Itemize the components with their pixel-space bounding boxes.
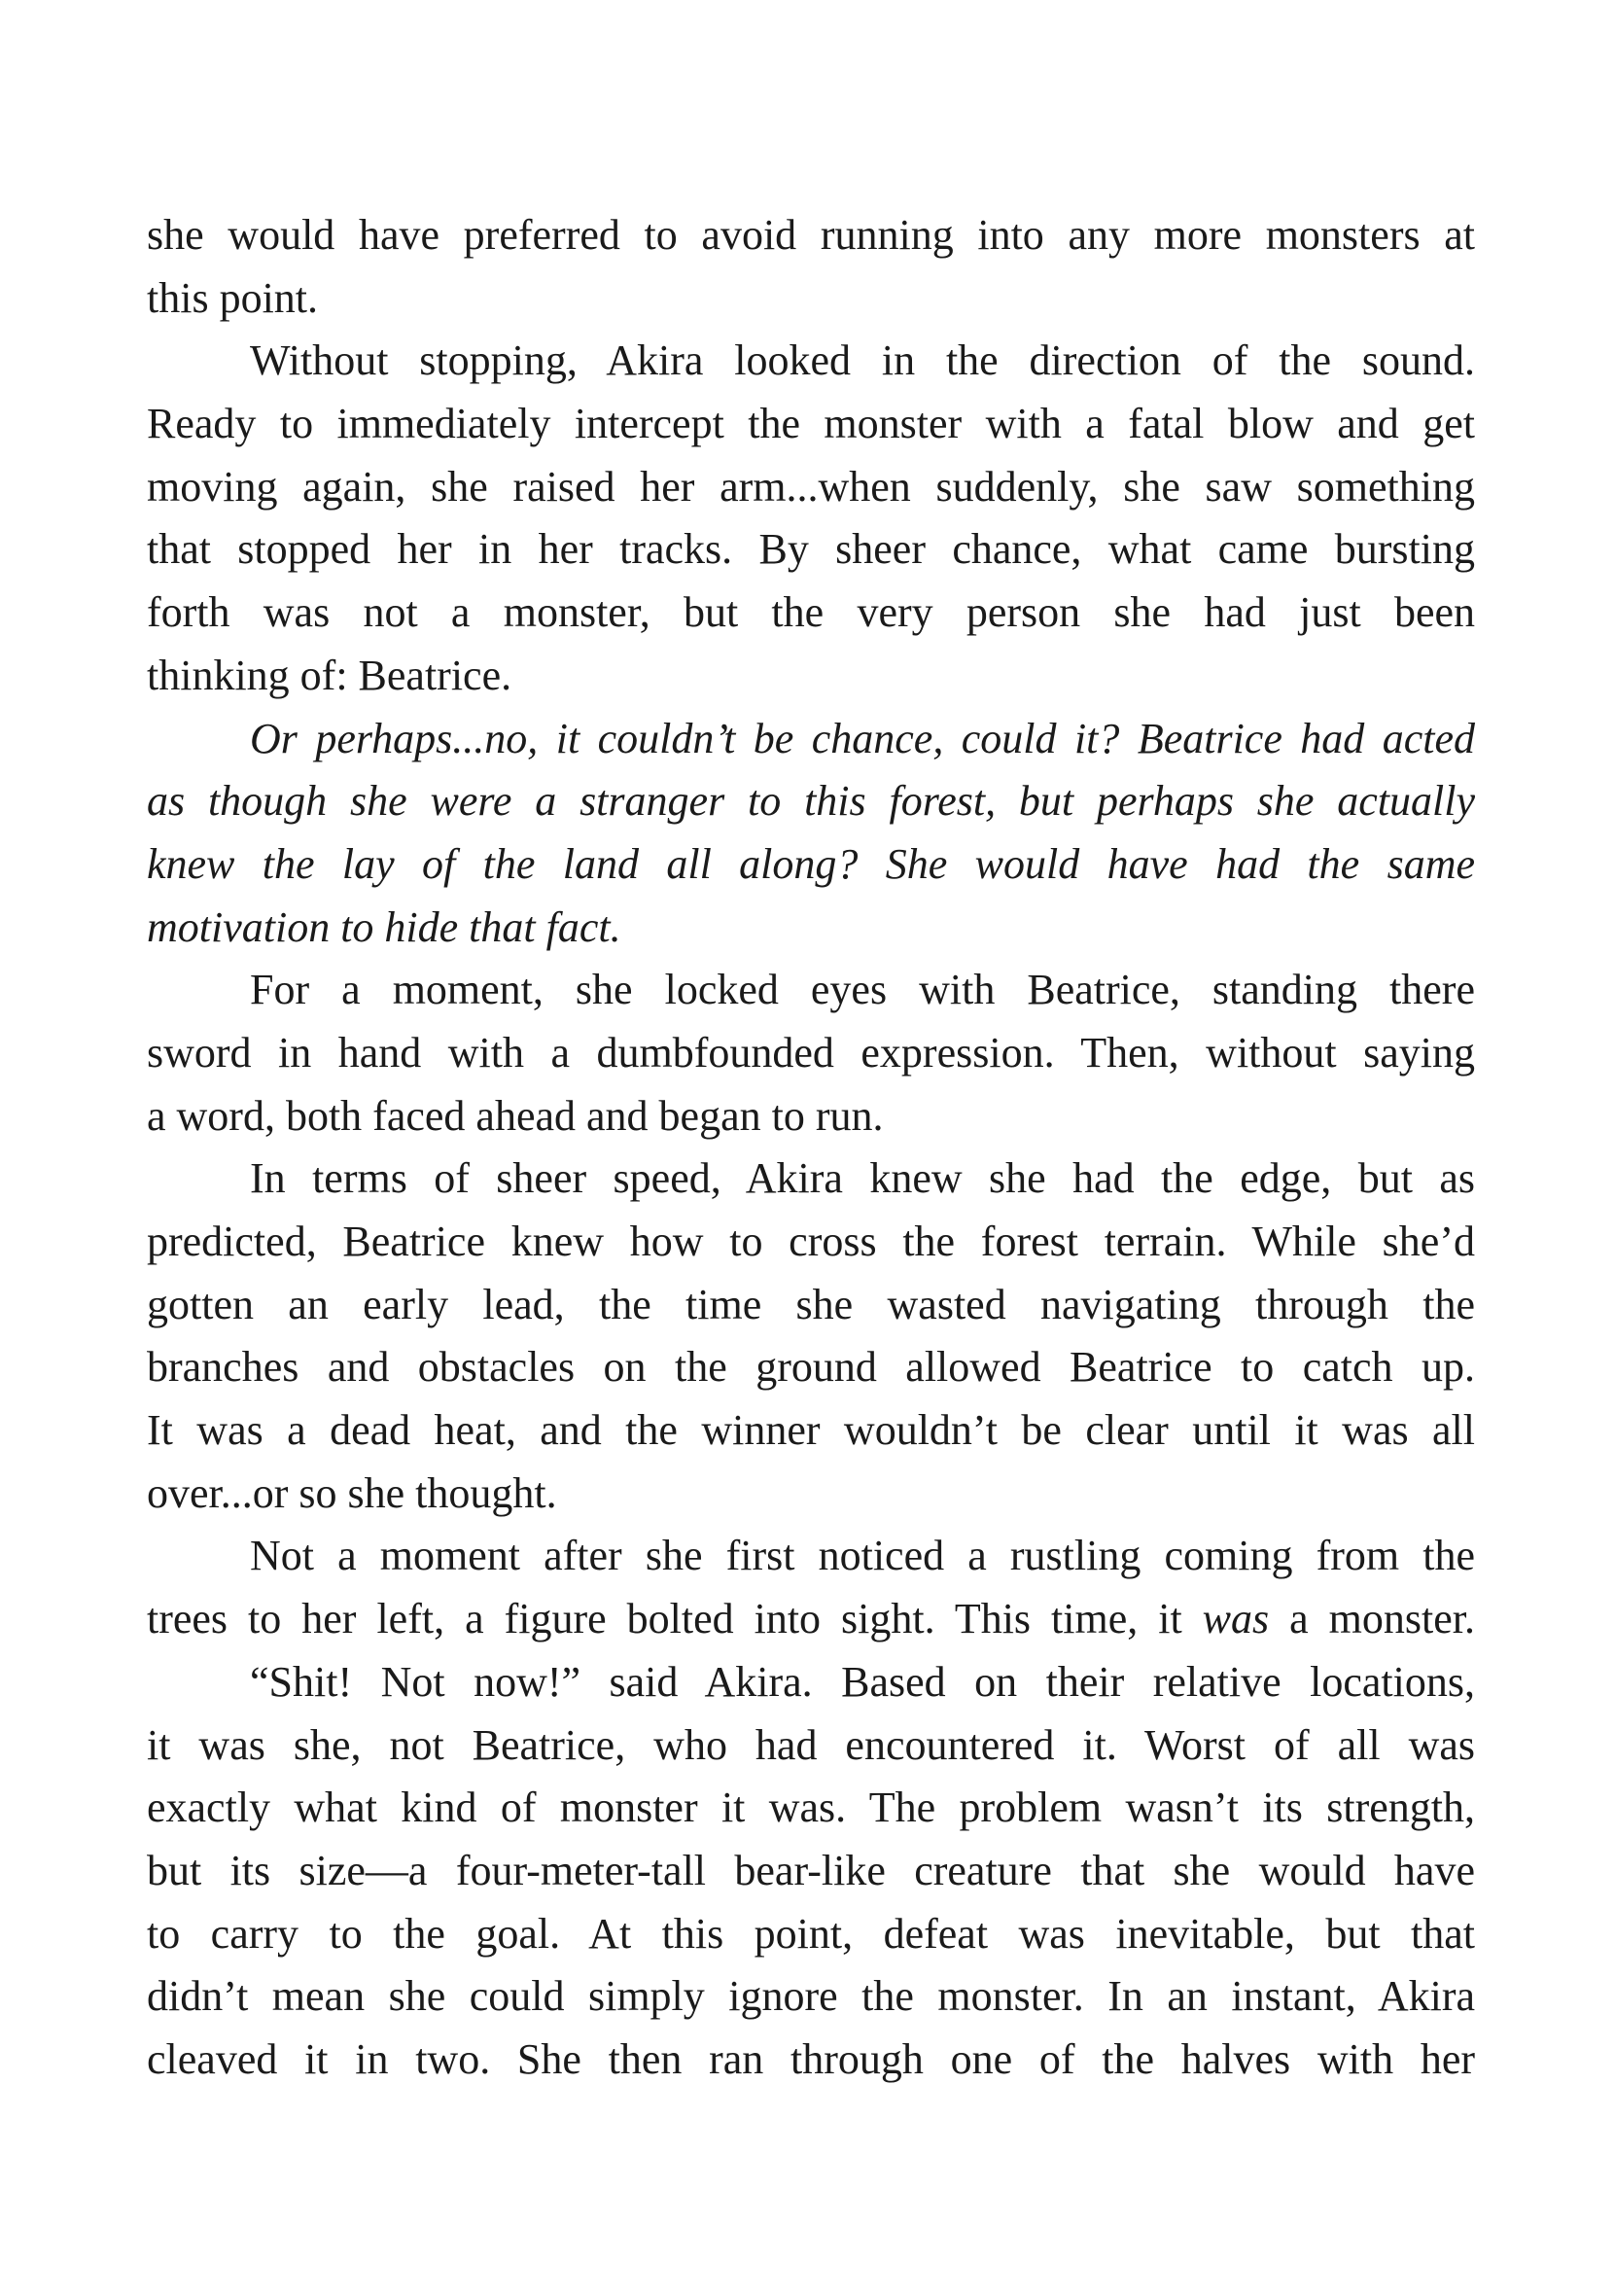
paragraph (147, 1525, 1475, 1650)
book-page-body (147, 204, 1475, 2092)
paragraph (147, 708, 1475, 960)
text-line: to carry to the goal. At this point, defeat was inevitable, but that (147, 1909, 1475, 1958)
text-line: Not a moment after she first noticed a rustling coming from the (250, 1532, 1475, 1580)
text-line: motivation to hide that fact. (147, 902, 621, 951)
text-line (147, 1588, 1475, 1651)
paragraph (147, 959, 1475, 1148)
text-line: It was a dead heat, and the winner wouldn’t be clear until it was all (147, 1406, 1475, 1455)
text-line: exactly what kind of monster it was. The problem wasn’t its strength, (147, 1784, 1475, 1832)
text-line: Without stopping, Akira looked in the direction of the sound. (250, 336, 1475, 385)
text-line: over...or so she thought. (147, 1468, 557, 1517)
text-line: that stopped her in her tracks. By sheer chance, what came bursting (147, 525, 1475, 574)
text-line: For a moment, she locked eyes with Beatrice, standing there (250, 966, 1475, 1014)
text-line: this point. (147, 273, 319, 322)
text-line: knew the lay of the land all along? She would have had the same (147, 839, 1475, 888)
text-line: branches and obstacles on the ground allowed Beatrice to catch up. (147, 1343, 1475, 1392)
text-line: moving again, she raised her arm...when suddenly, she saw something (147, 462, 1475, 511)
text-line: a word, both faced ahead and began to run. (147, 1091, 884, 1140)
text-line: predicted, Beatrice knew how to cross the forest terrain. While she’d (147, 1218, 1475, 1265)
text-line: sword in hand with a dumbfounded expression. Then, without saying (147, 1028, 1475, 1077)
text-line: but its size—a four-meter-tall bear-like creature that she would have (147, 1846, 1475, 1894)
paragraph (147, 330, 1475, 707)
text-segment: a monster. (1269, 1595, 1475, 1643)
text-line: Ready to immediately intercept the monster with a fatal blow and get (147, 400, 1475, 448)
text-line: as though she were a stranger to this forest, but perhaps she actually (147, 777, 1475, 826)
paragraph (147, 1651, 1475, 2092)
text-line: it was she, not Beatrice, who had encountered it. Worst of all was (147, 1720, 1475, 1769)
text-line: she would have preferred to avoid running into any more monsters at (147, 211, 1475, 259)
paragraph (147, 1148, 1475, 1525)
text-segment: trees to her left, a figure bolted into sight. This time, it (147, 1595, 1203, 1643)
text-line: Or perhaps...no, it couldn’t be chance, could it? Beatrice had acted (250, 714, 1475, 762)
text-line: “Shit! Not now!” said Akira. Based on their relative locations, (250, 1657, 1475, 1706)
text-line: thinking of: Beatrice. (147, 651, 512, 699)
text-line: gotten an early lead, the time she wasted navigating through the (147, 1280, 1475, 1328)
text-line: In terms of sheer speed, Akira knew she had the edge, but as (250, 1154, 1475, 1203)
italic-emphasis: was (1202, 1595, 1270, 1643)
text-line: forth was not a monster, but the very person she had just been (147, 588, 1475, 637)
text-line: didn’t mean she could simply ignore the monster. In an instant, Akira (147, 1972, 1475, 2021)
paragraph (147, 204, 1475, 330)
text-line: cleaved it in two. She then ran through one of the halves with her (147, 2034, 1475, 2083)
